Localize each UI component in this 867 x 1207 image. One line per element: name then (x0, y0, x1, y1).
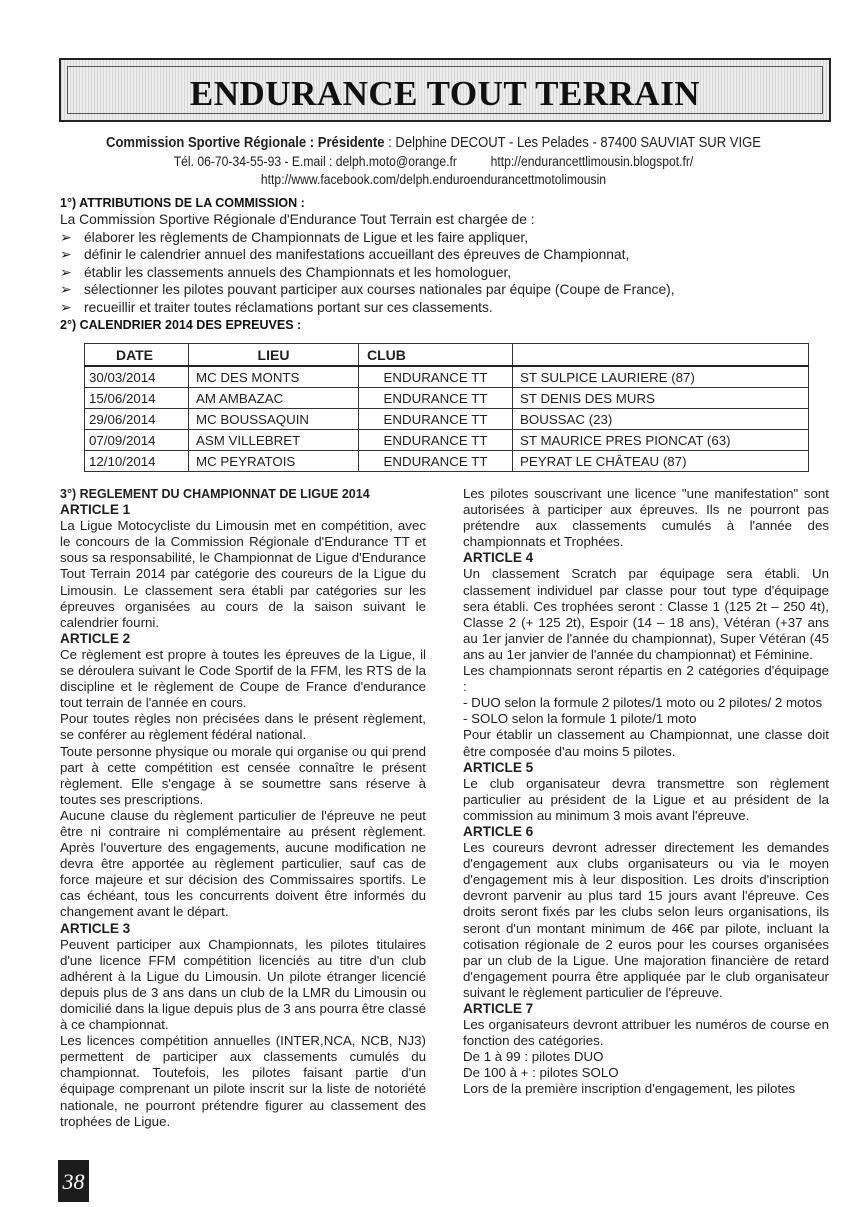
cell-lieu: MC DES MONTS (189, 366, 359, 388)
article-5-text: Le club organisateur devra transmettre son règlement particulier au président de la Ligue et au président de la commission au minimum 3 mois avant l'épreuve. (463, 775, 829, 823)
page-title: ENDURANCE TOUT TERRAIN (189, 74, 701, 113)
table-row (85, 430, 809, 451)
cell-date: 12/10/2014 (85, 451, 189, 472)
article-1-text: La Ligue Motocycliste du Limousin met en compétition, avec le concours de la Commission Régionale d'Endurance TT et sous sa responsabilité, le Championnat de Ligue d'Endurance Tout Terrain 2014 par catégorie des coureurs de la Ligue du Limousin. Le classement sera établi par catégories sur les épreuves organisées au cours de la saison suivant le calendrier fourni. (60, 518, 426, 630)
section-1-body (60, 211, 850, 317)
left-column (60, 486, 426, 1130)
arrow-bullet-icon: ➢ (60, 229, 72, 245)
list-item: ➢ sélectionner les pilotes pouvant participer aux courses nationales par équipe (Coupe de France), (60, 282, 675, 298)
right-column (463, 486, 829, 1098)
arrow-bullet-icon: ➢ (60, 282, 72, 298)
article-3-paragraph: Les licences compétition annuelles (INTER,NCA, NCB, NJ3) permettent de participer aux classements cumulés du championnat. Toutefois, les pilotes faisant partie d'un équipage comprenant un pilote inscrit sur la liste de notoriété nationale, ne pourront prétendre figurer au classement des trophées de Ligue. (60, 1033, 426, 1129)
list-item: ➢ élaborer les règlements de Championnats de Ligue et les faire appliquer, (60, 229, 529, 245)
facebook-link[interactable]: http://www.facebook.com/delph.enduroendurancettmotolimousin (260, 172, 607, 187)
cell-lieu: AM AMBAZAC (189, 388, 359, 409)
cell-location: ST SULPICE LAURIERE (87) (513, 366, 809, 388)
article-3-heading: ARTICLE 3 (60, 920, 131, 936)
article-7-paragraph: De 100 à + : pilotes SOLO (463, 1065, 619, 1081)
cell-location: ST DENIS DES MURS (513, 388, 809, 409)
cell-date: 30/03/2014 (85, 366, 189, 388)
cell-date: 15/06/2014 (85, 388, 189, 409)
section-1-title: 1°) ATTRIBUTIONS DE LA COMMISSION : (60, 196, 305, 210)
contact-line-1 (43, 135, 823, 151)
article-6-heading: ARTICLE 6 (463, 823, 534, 839)
cell-club: ENDURANCE TT (359, 430, 513, 451)
cell-date: 07/09/2014 (85, 430, 189, 451)
arrow-bullet-icon: ➢ (60, 299, 72, 315)
cell-location: PEYRAT LE CHÂTEAU (87) (513, 451, 809, 472)
cell-club: ENDURANCE TT (359, 451, 513, 472)
cell-lieu: MC PEYRATOIS (189, 451, 359, 472)
article-4-heading: ARTICLE 4 (463, 550, 534, 566)
cell-lieu: ASM VILLEBRET (189, 430, 359, 451)
calendar-table (84, 343, 809, 472)
cell-date: 29/06/2014 (85, 409, 189, 430)
arrow-bullet-icon: ➢ (60, 264, 72, 280)
article-3-paragraph: Les pilotes souscrivant une licence "une manifestation" sont autorisées à participer aux épreuves. Ils ne pourront pas prétendre aux classements cumulés à l'année des championnats et Trophées. (463, 486, 829, 550)
list-item: ➢ définir le calendrier annuel des manifestations accueillant des épreuves de Championnat, (60, 247, 630, 263)
title-banner (59, 58, 831, 122)
cell-lieu: MC BOUSSAQUIN (189, 409, 359, 430)
table-header-row (85, 344, 809, 367)
table-row (85, 451, 809, 472)
cell-club: ENDURANCE TT (359, 388, 513, 409)
header-date: DATE (85, 344, 189, 367)
article-4-paragraph: Pour établir un classement au Championnat, une classe doit être composée d'au moins 5 pilotes. (463, 727, 829, 759)
article-3-paragraph: Peuvent participer aux Championnats, les pilotes titulaires d'une licence FFM compétition licenciés au titre d'un club adhérent à la Ligue du Limousin. Un pilote étranger licencié depuis plus de 3 ans dans un club de la LMR du Limousin ou domicilié dans la ligue depuis plus de 3 ans pourra être classé à ce championnat. (60, 936, 426, 1033)
article-2-paragraph: Aucune clause du règlement particulier de l'épreuve ne peut être ni contraire ni complémentaire au présent règlement. Après l'ouverture des engagements, aucune modification ne devra être apportée au règlement particulier, sauf cas de force majeure et sur décision des Commissaires sportifs. Le cas échéant, tous les concurrents doivent être informés du changement avant le départ. (60, 807, 426, 920)
article-7-paragraph: Les organisateurs devront attribuer les numéros de course en fonction des catégories. (463, 1017, 829, 1049)
article-2-paragraph: Ce règlement est propre à toutes les épreuves de la Ligue, il se déroulera suivant le Code Sportif de la FFM, les RTS de la discipline et le règlement de Coupe de France d'endurance tout terrain de l'année en cours. (60, 646, 426, 711)
section-2-title: 2°) CALENDRIER 2014 DES EPREUVES : (60, 318, 302, 332)
cell-club: ENDURANCE TT (359, 409, 513, 430)
section-3-title: 3°) REGLEMENT DU CHAMPIONNAT DE LIGUE 2014 (60, 487, 370, 501)
header-club: CLUB (359, 344, 513, 367)
table-row (85, 409, 809, 430)
article-2-paragraph: Toute personne physique ou morale qui organise ou qui prend part à cette compétition est censée connaître le présent règlement. Elle s'engage à se soumettre sans réserve à toutes ses prescriptions. (60, 743, 426, 807)
article-7-heading: ARTICLE 7 (463, 1001, 534, 1016)
article-1-heading: ARTICLE 1 (60, 502, 131, 518)
arrow-bullet-icon: ➢ (60, 247, 72, 263)
table-row (85, 366, 809, 388)
president-details: : Delphine DECOUT - Les Pelades - 87400 SAUVIAT SUR VIGE (384, 135, 761, 151)
contact-line-2 (43, 154, 823, 169)
article-4-paragraph: Un classement Scratch par équipage sera établi. Un classement individuel par classe pour tout type d'équipage sera établi. Ces trophées seront : Classe 1 (125 2t – 250 4t), Classe 2 (+ 125 2t), Espoir (14 – 18 ans), Vétéran (+37 ans au 1er janvier de l'année du championnat), Super Vétéran (45 ans au 1er janvier de l'année du championnat) et Féminine. (463, 566, 829, 662)
table-row (85, 388, 809, 409)
article-4-paragraph: Les championnats seront répartis en 2 catégories d'équipage : (463, 663, 829, 695)
article-7-paragraph: Lors de la première inscription d'engagement, les pilotes (463, 1081, 796, 1097)
header-location (513, 344, 809, 367)
article-5-heading: ARTICLE 5 (463, 759, 534, 775)
list-item: ➢ établir les classements annuels des Championnats et les homologuer, (60, 264, 512, 280)
section-1-intro: La Commission Sportive Régionale d'Endurance Tout Terrain est chargée de : (60, 212, 535, 227)
blog-link[interactable]: http://endurancettlimousin.blogspot.fr/ (490, 154, 694, 169)
cell-club: ENDURANCE TT (359, 366, 513, 388)
article-4-paragraph: - SOLO selon la formule 1 pilote/1 moto (463, 711, 697, 727)
article-6-text: Les coureurs devront adresser directement les demandes d'engagement aux clubs organisateurs ou via le moyen d'engagement mis à leur disposition. Les droits d'inscription devront parvenir au plus tard 15 jours avant l'épreuve. Ces droits seront fixés par les clubs selon leurs organisations, ils seront d'un montant minimum de 46€ par pilote, incluant la cotisation régionale de 2 euros pour les courses organisées par un club de la Ligue. Une majoration financière de retard d'engagement pourra être appliquée par le club organisateur suivant le règlement particulier de l'épreuve. (463, 840, 829, 1000)
article-2-paragraph: Pour toutes règles non précisées dans le présent règlement, se conférer au règlement fédéral national. (60, 711, 426, 743)
cell-location: BOUSSAC (23) (513, 409, 809, 430)
article-7-paragraph: De 1 à 99 : pilotes DUO (463, 1049, 604, 1065)
article-2-heading: ARTICLE 2 (60, 630, 131, 646)
phone-email: Tél. 06-70-34-55-93 - E.mail : delph.moto@orange.fr (173, 154, 457, 169)
cell-location: ST MAURICE PRES PIONCAT (63) (513, 430, 809, 451)
header-lieu: LIEU (189, 344, 359, 367)
page-number: 38 (58, 1160, 89, 1202)
list-item: ➢ recueillir et traiter toutes réclamations portant sur ces classements. (60, 299, 493, 315)
article-4-paragraph: - DUO selon la formule 2 pilotes/1 moto ou 2 pilotes/ 2 motos (463, 695, 823, 711)
commission-label: Commission Sportive Régionale : Présidente (106, 135, 385, 151)
